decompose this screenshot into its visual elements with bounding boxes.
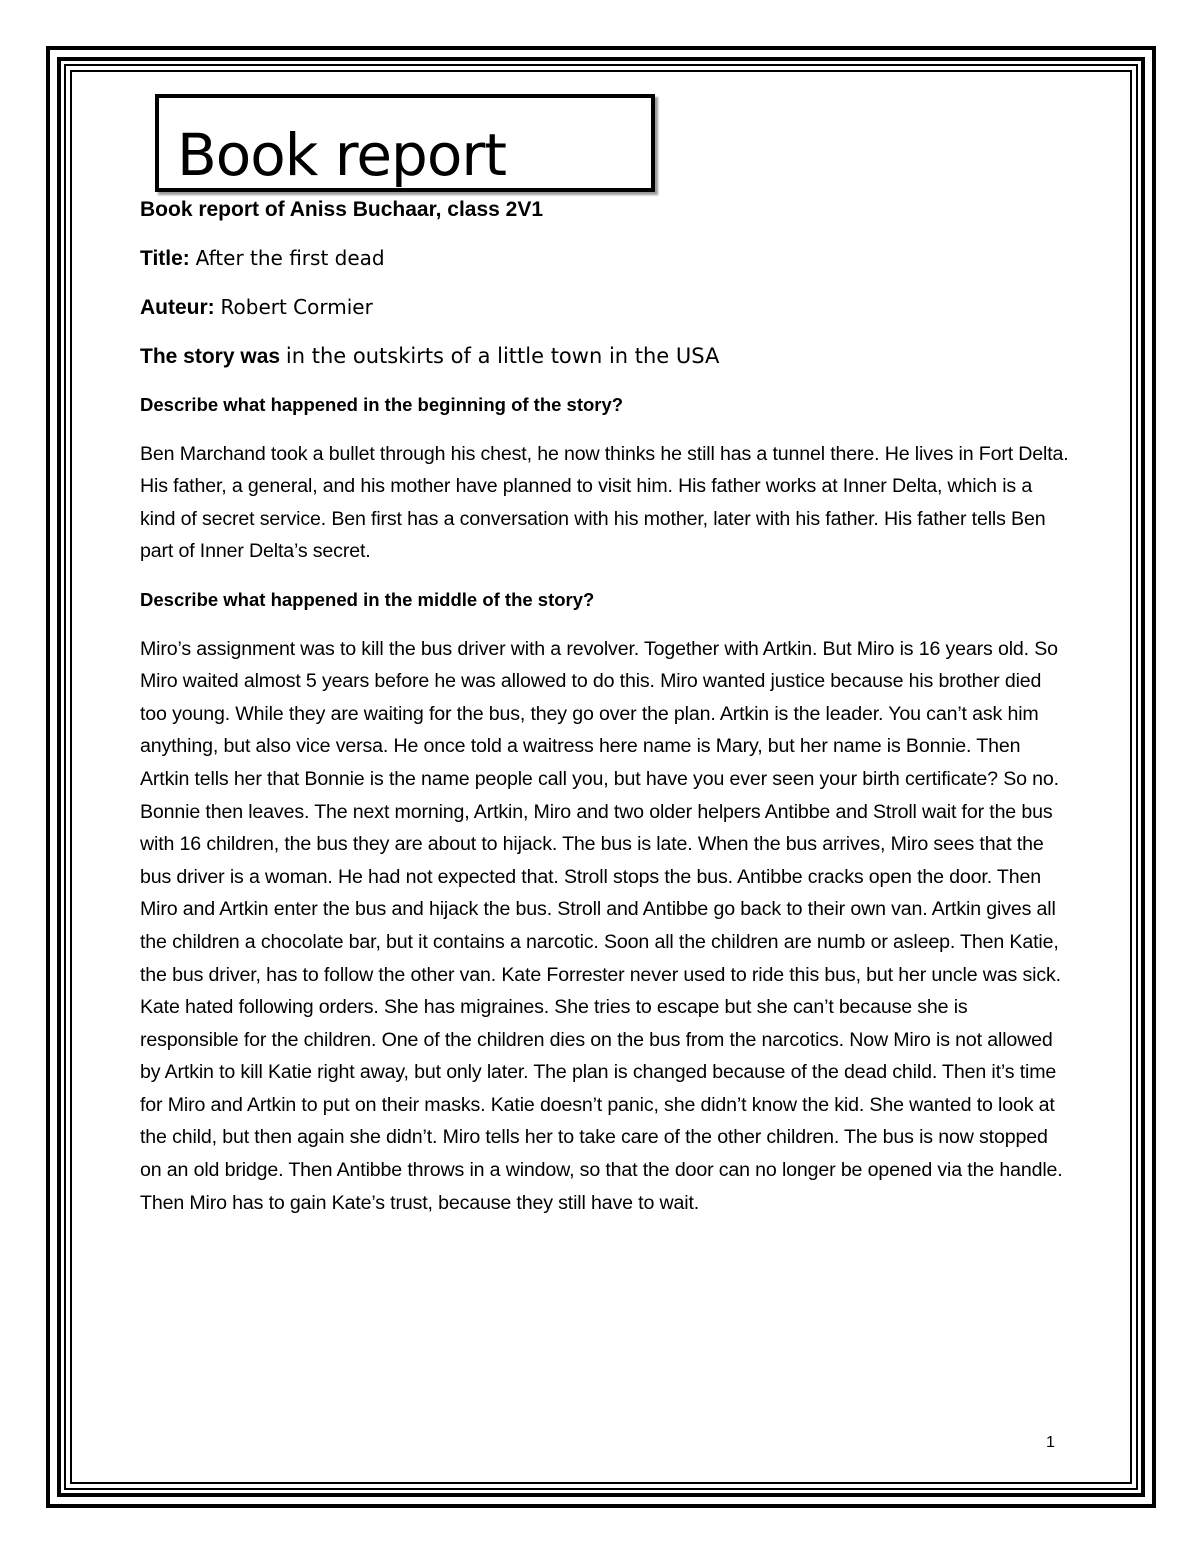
author-label: Auteur: [140, 296, 215, 319]
setting-value: in the outskirts of a little town in the USA [285, 344, 720, 368]
setting-field [140, 340, 1070, 373]
title-label: Title: [140, 247, 190, 270]
answer-beginning: Ben Marchand took a bullet through his chest, he now thinks he still has a tunnel there. He lives in Fort Delta. His father, a general, and his mother have planned to visit him. His father works at Inner Delta, which is a kind of secret service. Ben first has a conversation with his mother, later with his father. His father tells Ben part of Inner Delta’s secret. [140, 442, 1069, 563]
title-field [140, 242, 1070, 275]
author-value: Robert Cormier [220, 295, 373, 319]
page-number: 1 [1046, 1434, 1055, 1451]
question-middle: Describe what happened in the middle of the story? [140, 588, 595, 610]
answer-middle: Miro’s assignment was to kill the bus driver with a revolver. Together with Artkin. But Miro is 16 years old. So Miro waited almost 5 years before he was allowed to do this. Miro wanted justice because his brother died too young. While they are waiting for the bus, they go over the plan. Artkin is the leader. You can’t ask him anything, but also vice versa. He once told a waitress here name is Mary, but her name is Bonnie. Then Artkin tells her that Bonnie is the name people call you, but have you ever seen your birth certificate? So no. Bonnie then leaves. The next morning, Artkin, Miro and two older helpers Antibbe and Stroll wait for the bus with 16 children, the bus they are about to hijack. The bus is late. When the bus arrives, Miro sees that the bus driver is a woman. He had not expected that. Stroll stops the bus. Antibbe cracks open the door. Then Miro and Artkin enter the bus and hijack the bus. Stroll and Antibbe go back to their own van. Artkin gives all the children a chocolate bar, but it contains a narcotic. Soon all the children are numb or asleep. Then Katie, the bus driver, has to follow the other van. Kate Forrester never used to ride this bus, but her uncle was sick. Kate hated following orders. She has migraines. She tries to escape but she can’t because she is responsible for the children. One of the children dies on the bus from the narcotics. Now Miro is not allowed by Artkin to kill Katie right away, but only later. The plan is changed because of the dead child. Then it’s time for Miro and Artkin to put on their masks. Katie doesn’t panic, she didn’t know the kid. She wanted to look at the child, but then again she didn’t. Miro tells her to take care of the other children. The bus is now stopped on an old bridge. Then Antibbe throws in a window, so that the door can no longer be opened via the handle. Then Miro has to gain Kate’s trust, because they still have to wait. [140, 637, 1063, 1214]
setting-label: The story was [140, 345, 281, 368]
student-line-text: Book report of Aniss Buchaar, class 2V1 [140, 198, 544, 221]
student-line [140, 194, 1070, 226]
title-value: After the first dead [195, 246, 385, 270]
question-beginning: Describe what happened in the beginning of the story? [140, 394, 624, 415]
author-field [140, 291, 1070, 324]
report-content [140, 194, 1070, 1235]
page-title: Book report [177, 121, 506, 189]
title-box [155, 94, 655, 192]
